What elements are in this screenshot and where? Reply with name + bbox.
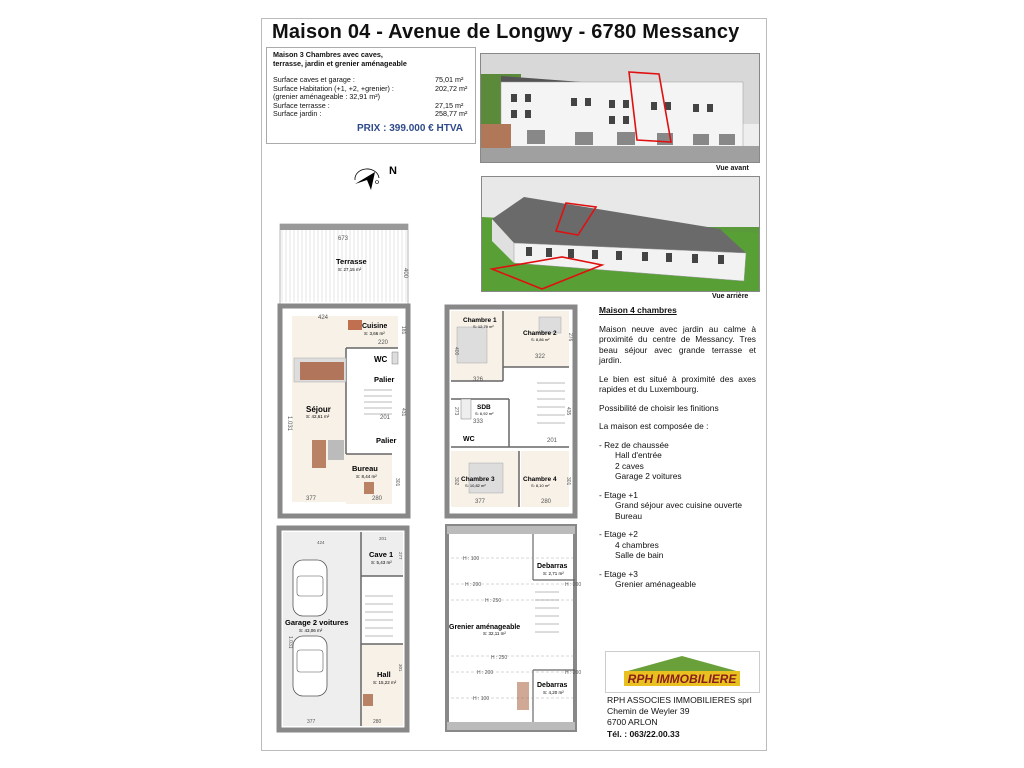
property-info-box <box>266 47 476 144</box>
room-area-garage: S: 43,06 m² <box>299 628 323 633</box>
info-row: Surface caves et garage : 75,01 m² <box>273 75 464 84</box>
caption-front-view: Vue avant <box>716 165 749 172</box>
dim-label: 302 <box>453 477 459 486</box>
room-label-sdb: SDB <box>477 404 491 411</box>
front-view-image <box>480 53 760 163</box>
room-area-sdb: S: 6,92 m² <box>475 411 494 416</box>
rear-view-image <box>481 176 760 292</box>
dim-label: 280 <box>541 499 552 505</box>
level-section <box>599 569 756 590</box>
room-label-cave1: Cave 1 <box>369 550 394 559</box>
level-item: Salle de bain <box>615 550 664 560</box>
room-label-chambre2: Chambre 2 <box>523 330 557 337</box>
description-paragraph: Possibilité de choisir les finitions <box>599 402 719 413</box>
info-heading-line2: terrasse, jardin et grenier aménageable <box>273 58 407 68</box>
info-row: Surface jardin : 258,77 m² <box>273 109 468 119</box>
dim-label: 377 <box>306 496 317 502</box>
info-row: Surface Habitation (+1, +2, +grenier) : 202,72 m² <box>273 83 468 93</box>
info-row: (grenier aménageable : 32,91 m²) <box>273 92 381 102</box>
dim-label: 301 <box>398 664 403 672</box>
height-label: H : 250 <box>485 598 502 604</box>
room-area-sejour: S: 42,61 m² <box>306 414 330 419</box>
dim-label: 201 <box>380 415 391 421</box>
height-label: H : 200 <box>565 670 582 676</box>
room-label-terrasse: Terrasse <box>336 257 367 266</box>
dim-label: 201 <box>547 438 558 444</box>
compass-north-letter: N <box>389 165 397 177</box>
height-label: H : 100 <box>463 556 480 562</box>
agency-street: Chemin de Weyler 39 <box>607 706 690 717</box>
room-label-palier: Palier <box>374 375 395 384</box>
dim-label: 322 <box>535 354 546 360</box>
level-item: Bureau <box>615 510 643 521</box>
room-area-debarras2: S: 4,20 m² <box>543 690 564 695</box>
room-area-cuisine: S: 3,66 m² <box>364 331 385 336</box>
room-label-bureau: Bureau <box>352 464 378 473</box>
page-title: Maison 04 - Avenue de Longwy - 6780 Messancy <box>272 21 740 43</box>
dim-label: 431 <box>400 408 406 417</box>
height-label: H : 100 <box>473 696 490 702</box>
level-section <box>599 490 756 522</box>
agency-logo-text: RPH IMMOBILIERE <box>627 672 737 686</box>
room-label-chambre1: Chambre 1 <box>463 317 497 324</box>
description-paragraph: La maison est composée de : <box>599 421 709 431</box>
dim-label: 673 <box>338 236 349 242</box>
room-label-debarras2: Debarras <box>537 682 568 689</box>
level-title: - Etage +1 <box>599 489 638 500</box>
room-label-debarras1: Debarras <box>537 563 568 570</box>
agency-logo <box>605 651 760 693</box>
room-area-grenier: S: 32,11 m² <box>483 631 506 636</box>
dim-label: 280 <box>372 496 383 502</box>
dim-label: 181 <box>400 326 406 335</box>
room-area-chambre3: S: 10,82 m² <box>465 483 486 488</box>
agency-city: 6700 ARLON <box>607 717 658 728</box>
agency-name: RPH ASSOCIES IMMOBILIERES sprl <box>607 695 752 705</box>
height-label: H : 250 <box>491 655 508 661</box>
level-item: Grenier aménageable <box>615 579 697 589</box>
height-label: H : 200 <box>477 670 494 676</box>
agency-address <box>607 695 752 740</box>
room-area-chambre2: S: 8,86 m² <box>531 337 550 342</box>
level-section <box>599 529 756 561</box>
caption-rear-view: Vue arrière <box>712 293 749 300</box>
room-label-grenier: Grenier aménageable <box>449 624 521 631</box>
dim-label: 301 <box>565 477 571 486</box>
agency-phone: Tél. : 063/22.00.33 <box>607 728 680 739</box>
level-title: - Etage +2 <box>599 529 638 539</box>
dim-label: 276 <box>567 333 573 342</box>
dim-label: 400 <box>453 347 459 356</box>
dim-label: 424 <box>317 540 325 545</box>
room-area-cave1: S: 5,43 m² <box>371 560 392 565</box>
description-paragraph: Le bien est situé à proximité des axes rapides et du Luxembourg. <box>599 373 756 394</box>
level-section <box>599 440 756 482</box>
dim-label: 377 <box>307 719 316 725</box>
room-label-palier: Palier <box>376 436 397 445</box>
info-heading-line1: Maison 3 Chambres avec caves, <box>273 50 383 59</box>
compass-rose <box>345 160 405 194</box>
room-label-chambre3: Chambre 3 <box>461 476 495 483</box>
room-label-hall: Hall <box>377 670 391 679</box>
dim-label: 377 <box>475 499 486 505</box>
plan-attic <box>443 522 582 734</box>
dim-label: 301 <box>394 478 400 487</box>
info-heading <box>267 48 475 68</box>
dim-label: 280 <box>373 719 382 725</box>
level-title: - Etage +3 <box>599 568 638 579</box>
room-area-hall: S: 15,22 m² <box>373 680 397 685</box>
dim-label: 277 <box>398 552 403 560</box>
dim-label: 326 <box>473 377 484 383</box>
dim-label: 1.031 <box>286 416 292 432</box>
dim-label: 201 <box>379 536 387 541</box>
level-item: Garage 2 voitures <box>615 471 682 481</box>
dim-label: 333 <box>473 419 484 425</box>
description-heading: Maison 4 chambres <box>599 305 677 315</box>
room-area-terrasse: S: 27,15 m² <box>338 267 362 272</box>
dim-label: 273 <box>453 407 459 416</box>
plan-ground-floor <box>275 524 411 734</box>
room-label-wc: WC <box>374 355 388 364</box>
room-label-sejour: Séjour <box>306 405 331 414</box>
room-area-chambre4: S: 8,10 m² <box>531 483 550 488</box>
level-item: 4 chambres <box>615 539 659 550</box>
dim-label: 424 <box>318 315 329 321</box>
dim-label: 435 <box>565 407 571 416</box>
room-label-wc: WC <box>463 436 475 443</box>
price: PRIX : 399.000 € HTVA <box>357 123 463 134</box>
height-label: H : 200 <box>565 582 582 588</box>
plan-floor1 <box>268 220 414 520</box>
dim-label: 400 <box>402 268 408 279</box>
level-item: 2 caves <box>615 460 644 471</box>
description-panel <box>599 305 756 598</box>
room-label-garage: Garage 2 voitures <box>285 618 349 627</box>
plan-floor2 <box>443 303 579 520</box>
height-label: H : 200 <box>465 582 482 588</box>
level-title: - Rez de chaussée <box>599 439 669 450</box>
room-label-cuisine: Cuisine <box>362 323 388 330</box>
room-label-chambre4: Chambre 4 <box>523 476 557 483</box>
info-row: Surface terrasse : 27,15 m² <box>273 100 464 110</box>
dim-label: 1.031 <box>287 636 293 649</box>
description-paragraph: Maison neuve avec jardin au calme à proximité du centre de Messancy. Tres beau séjour avec grande terrasse et jardin. <box>599 323 756 365</box>
level-item: Hall d'entrée <box>615 450 662 460</box>
room-area-bureau: S: 8,44 m² <box>356 474 377 479</box>
dim-label: 220 <box>378 340 389 346</box>
room-area-debarras1: S: 2,71 m² <box>543 571 564 576</box>
room-area-chambre1: S: 12,79 m² <box>473 324 494 329</box>
level-item: Grand séjour avec cuisine ouverte <box>615 500 743 510</box>
